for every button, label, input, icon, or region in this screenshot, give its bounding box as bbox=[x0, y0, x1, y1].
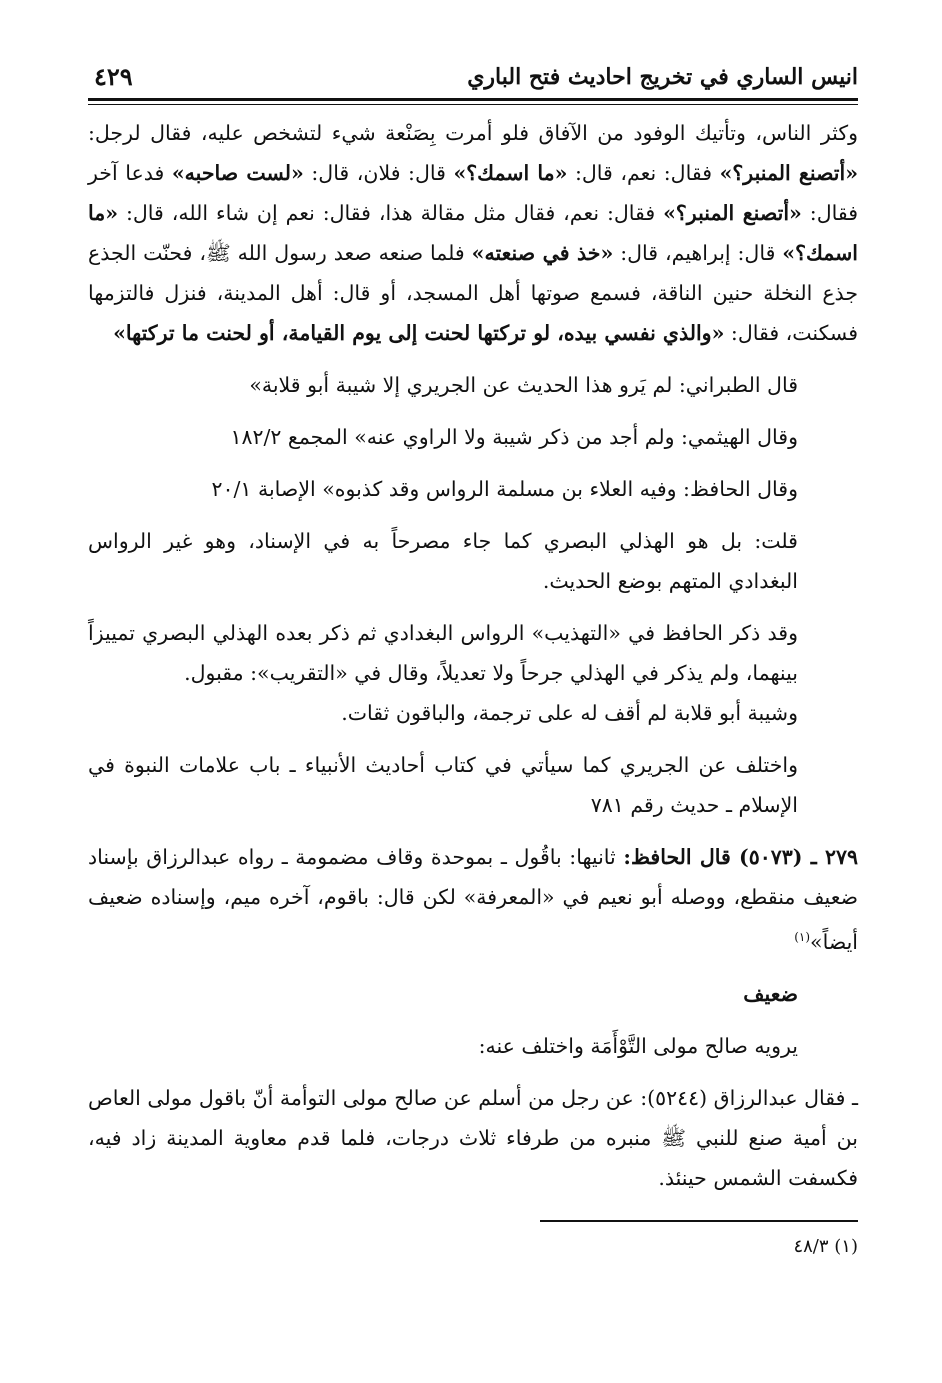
main-text bbox=[88, 113, 858, 1198]
paragraph-hadith-279: ٢٧٩ ـ (٥٠٧٣) قال الحافظ: ثانيها: باقُول ـ بموحدة وقاف مضمومة ـ رواه عبدالرزاق بإسناد ضعيف منقطع، ووصله أبو نعيم في «المعرفة» لكن قال: باقوم، آخره ميم، وإسناده ضعيف أيضاً»$^{(١)}$ bbox=[88, 845, 858, 954]
page bbox=[88, 58, 858, 1257]
grade-label: ضعيف bbox=[743, 981, 798, 1006]
running-title: انيس الساري في تخريج احاديث فتح الباري bbox=[467, 64, 858, 90]
paragraph-tabarani: قال الطبراني: لم يَرو هذا الحديث عن الجريري إلا شيبة أبو قلابة» bbox=[249, 373, 798, 397]
paragraph-hafiz: وقال الحافظ: وفيه العلاء بن مسلمة الرواس وقد كذبوه» الإصابة ٢٠/١ bbox=[211, 477, 798, 501]
footnote-ref: (١) bbox=[794, 930, 811, 944]
footnote-separator bbox=[540, 1220, 858, 1222]
paragraph-shayba: وشيبة أبو قلابة لم أقف له على ترجمة، والباقون ثقات. bbox=[341, 701, 798, 725]
header-rule-thick bbox=[88, 98, 858, 101]
paragraph-haythami: وقال الهيثمي: ولم أجد من ذكر شيبة ولا الراوي عنه» المجمع ١٨٢/٢ bbox=[230, 425, 798, 449]
footnote-text: ٤٨/٣ bbox=[793, 1235, 829, 1257]
header-rule-thin bbox=[88, 104, 858, 105]
paragraph-abdulrazzaq: ـ فقال عبدالرزاق (٥٢٤٤): عن رجل من أسلم عن صالح مولى التوأمة أنّ باقول مولى العاص بن أمية صنع للنبي ﷺ منبره من طرفاء ثلاث درجات، فلما قدم معاوية المدينة زاد فيه، فكسفت الشمس حينئذ. bbox=[88, 1085, 858, 1190]
page-number: ٤٢٩ bbox=[94, 62, 133, 91]
page-header bbox=[88, 58, 858, 98]
paragraph-salih: يرويه صالح مولى التَّوْأَمَة واختلف عنه: bbox=[478, 1033, 798, 1058]
paragraph-ikhtilaf: واختلف عن الجريري كما سيأتي في كتاب أحاديث الأنبياء ـ باب علامات النبوة في الإسلام ـ حديث رقم ٧٨١ bbox=[88, 753, 798, 817]
paragraph-hadith: وكثر الناس، وتأتيك الوفود من الآفاق فلو أمرت بِصَنْعة شيء لتشخص عليه، فقال لرجل: «أتصنع المنبر؟» فقال: نعم، قال: «ما اسمك؟» قال: فلان، قال: «لست صاحبه» فدعا آخر فقال: «أتصنع المنبر؟» فقال: نعم، فقال مثل مقالة هذا، فقال: نعم إن شاء الله، قال: «ما اسمك؟» قال: إبراهيم، قال: «خذ في صنعته» فلما صنعه صعد رسول الله ﷺ، فحنّت الجذع جذع النخلة حنين الناقة، فسمع صوتها أهل المسجد، أو قال: أهل المدينة، فنزل فالتزمها فسكنت، فقال: «والذي نفسي بيده، لو تركتها لحنت إلى يوم القيامة، أو لحنت ما تركتها» bbox=[88, 121, 859, 345]
paragraph-tahdhib: وقد ذكر الحافظ في «التهذيب» الرواس البغدادي ثم ذكر بعده الهذلي البصري تمييزاً بينهما، ولم يذكر في الهذلي جرحاً ولا تعديلاً، وقال في «التقريب»: مقبول. bbox=[88, 621, 798, 685]
footnote bbox=[88, 1236, 858, 1257]
paragraph-comment: قلت: بل هو الهذلي البصري كما جاء مصرحاً به في الإسناد، وهو غير الرواس البغدادي المتهم بوضع الحديث. bbox=[88, 529, 798, 593]
footnote-marker: (١) bbox=[834, 1235, 858, 1257]
